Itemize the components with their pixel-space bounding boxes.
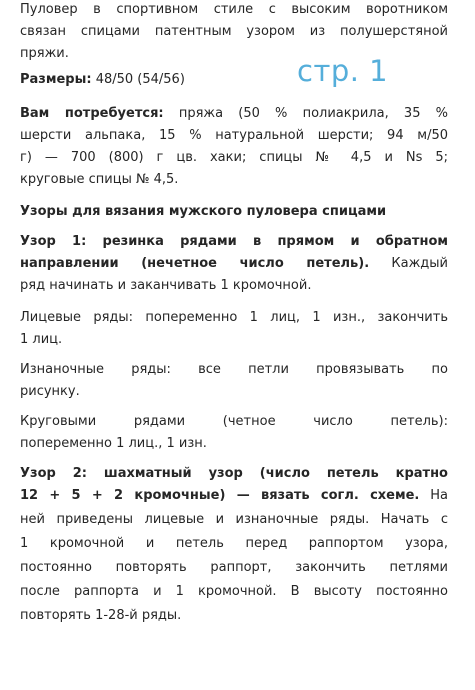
- pattern1-round-line-1: Круговыми рядами (четное число петель):: [20, 414, 448, 429]
- pattern1-text-line-3: ряд начинать и заканчивать 1 кромочной.: [20, 278, 312, 293]
- pattern1-text-line-2-rest: Каждый: [369, 256, 448, 271]
- pattern2-text-line-2-rest: На: [419, 488, 449, 503]
- pattern2-text-line-3: ней приведены лицевые и изнаночные ряды. Начать с: [20, 512, 448, 527]
- materials-line-1-rest: пряжа (50 % полиакрила, 35 %: [163, 106, 449, 121]
- pattern1-front-line-1: Лицевые ряды: попеременно 1 лиц, 1 изн., закончить: [20, 310, 448, 325]
- pattern2-text-line-4: 1 кромочной и петель перед раппортом узора,: [20, 536, 448, 551]
- pattern2-title-line-1: Узор 2: шахматный узор (число петель кратно: [20, 466, 448, 481]
- materials-label: Вам потребуется:: [20, 106, 164, 121]
- pattern1-title-line-2-bold: направлении (нечетное число петель).: [20, 256, 370, 271]
- pattern2-text-line-7: повторять 1-28-й ряды.: [20, 608, 182, 623]
- materials-line-2: шерсти альпака, 15 % натуральной шерсти; 94 м/50: [20, 128, 448, 143]
- pattern1-back-line-2: рисунку.: [20, 384, 80, 399]
- pattern2-title-line-2-bold: 12 + 5 + 2 кромочные) — вязать согл. схеме.: [20, 488, 420, 503]
- pattern2-text-line-6: после раппорта и 1 кромочной. В высоту постоянно: [20, 584, 448, 599]
- sizes-label: Размеры:: [20, 72, 92, 87]
- pattern1-title-line-2: [20, 256, 448, 272]
- intro-line-3: пряжи.: [20, 46, 69, 61]
- intro-line-1: Пуловер в спортивном стиле с высоким воротником: [20, 2, 448, 17]
- pattern1-front-line-2: 1 лиц.: [20, 332, 63, 347]
- pattern2-text-line-5: постоянно повторять раппорт, закончить петлями: [20, 560, 448, 575]
- patterns-heading: Узоры для вязания мужского пуловера спицами: [20, 204, 387, 219]
- page-stamp: стр. 1: [297, 54, 389, 88]
- pattern1-back-line-1: Изнаночные ряды: все петли провязывать по: [20, 362, 448, 377]
- intro-line-2: связан спицами патентным узором из полушерстяной: [20, 24, 448, 39]
- materials-line-4: круговые спицы № 4,5.: [20, 172, 179, 187]
- materials-line-1: [20, 106, 448, 122]
- pattern1-round-line-2: попеременно 1 лиц., 1 изн.: [20, 436, 207, 451]
- sizes-value: 48/50 (54/56): [91, 72, 185, 87]
- materials-line-3: г) — 700 (800) г цв. хаки; спицы № 4,5 и Ns 5;: [20, 150, 448, 165]
- pattern1-title-line-1: Узор 1: резинка рядами в прямом и обратном: [20, 234, 448, 249]
- pattern2-title-line-2: [20, 488, 448, 504]
